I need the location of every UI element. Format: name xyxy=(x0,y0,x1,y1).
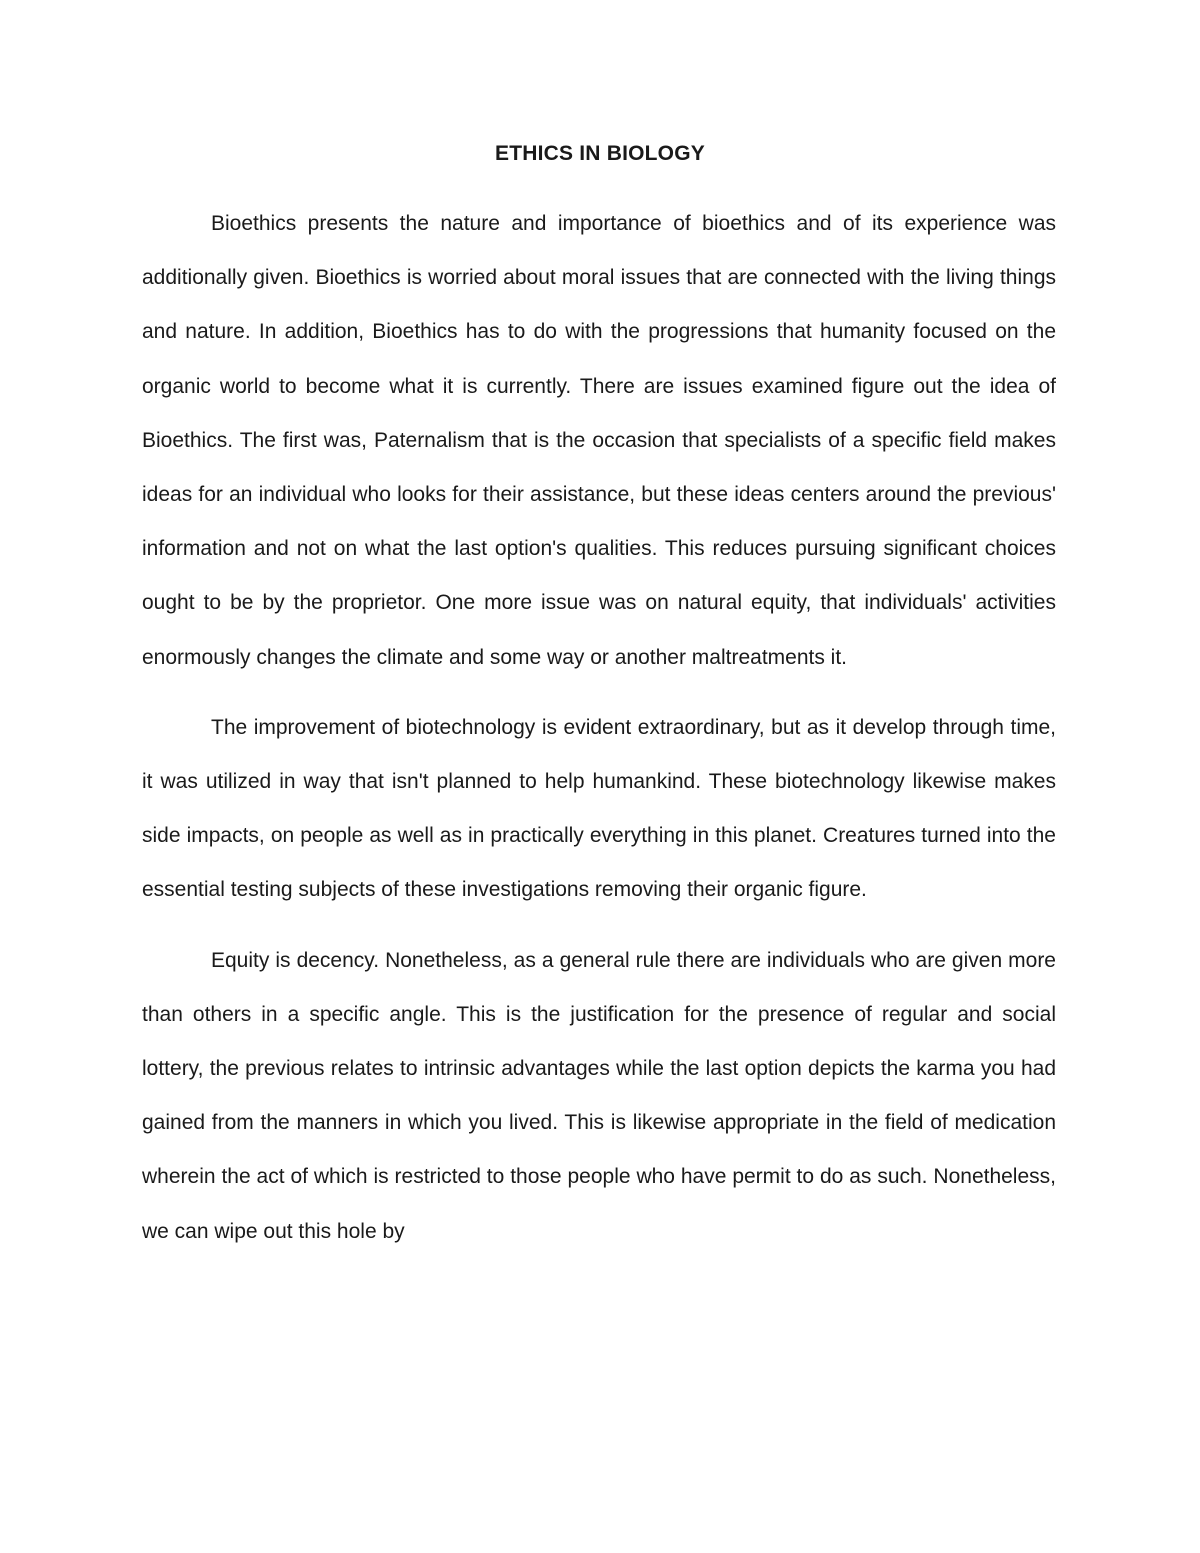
paragraph-1: Bioethics presents the nature and importance of bioethics and of its experience was additionally given. Bioethics is worried about moral issues that are connected with the living things and nature. In addition, Bioethics has to do with the progressions that humanity focused on the organic world to become what it is currently. There are issues examined figure out the idea of Bioethics. The first was, Paternalism that is the occasion that specialists of a specific field makes ideas for an individual who looks for their assistance, but these ideas centers around the previous' information and not on what the last option's qualities. This reduces pursuing significant choices ought to be by the proprietor. One more issue was on natural equity, that individuals' activities enormously changes the climate and some way or another maltreatments it. xyxy=(142,212,1056,669)
paragraph-2: The improvement of biotechnology is evident extraordinary, but as it develop through time, it was utilized in way that isn't planned to help humankind. These biotechnology likewise makes side impacts, on people as well as in practically everything in this planet. Creatures turned into the essential testing subjects of these investigations removing their organic figure. xyxy=(142,715,1056,902)
paragraph-3: Equity is decency. Nonetheless, as a general rule there are individuals who are given more than others in a specific angle. This is the justification for the presence of regular and social lottery, the previous relates to intrinsic advantages while the last option depicts the karma you had gained from the manners in which you lived. This is likewise appropriate in the field of medication wherein the act of which is restricted to those people who have permit to do as such. Nonetheless, we can wipe out this hole by xyxy=(142,948,1056,1243)
document-title: ETHICS IN BIOLOGY xyxy=(495,142,705,165)
document-body xyxy=(142,197,1056,1275)
